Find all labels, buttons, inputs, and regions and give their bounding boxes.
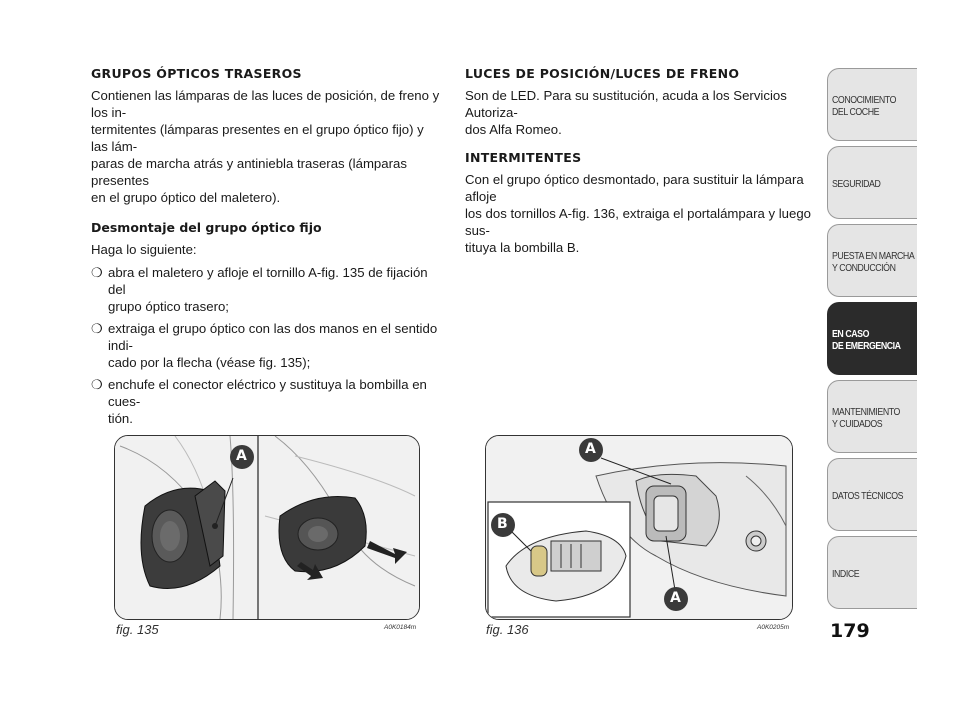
tab-label: INDICE: [832, 569, 860, 580]
list-item: [91, 264, 443, 315]
text-line: los dos tornillos A-fig. 136, extraiga el portalámpara y luego sus-: [465, 206, 811, 238]
list-item: [91, 376, 443, 427]
tab-label: SEGURIDAD: [832, 179, 881, 190]
tab-label: PUESTA EN MARCHA Y CONDUCCIÓN: [832, 251, 915, 274]
left-column: [91, 66, 443, 432]
text-line: en el grupo óptico del maletero).: [91, 190, 281, 205]
callout-a: A: [236, 448, 247, 464]
steps-list: [91, 264, 443, 427]
text-line: Contienen las lámparas de las luces de posición, de freno y los in-: [91, 88, 440, 120]
right-column: [465, 66, 813, 256]
list-item: [91, 320, 443, 371]
tab-en-caso-de-emergencia[interactable]: [827, 302, 917, 375]
text-line: abra el maletero y afloje el tornillo A-fig. 135 de fijación del: [108, 265, 428, 297]
tab-seguridad[interactable]: [827, 146, 917, 219]
lead-text: Haga lo siguiente:: [91, 242, 197, 257]
text-line: tituya la bombilla B.: [465, 240, 580, 255]
text-line: paras de marcha atrás y antiniebla traseras (lámparas presentes: [91, 156, 407, 188]
figure-136-caption: fig. 136: [486, 622, 529, 637]
section-heading-indicators: INTERMITENTES: [465, 150, 582, 165]
bullet-circle-icon: ❍: [91, 377, 103, 392]
chapter-tabs: [827, 68, 917, 614]
tab-puesta-en-marcha[interactable]: [827, 224, 917, 297]
bullet-circle-icon: ❍: [91, 265, 103, 280]
figure-135-caption: fig. 135: [116, 622, 159, 637]
tab-conocimiento-del-coche[interactable]: [827, 68, 917, 141]
rear-light-removal-illustration: [115, 436, 419, 619]
tab-label: MANTENIMIENTO Y CUIDADOS: [832, 407, 900, 430]
text-line: Son de LED. Para su sustitución, acuda a los Servicios Autoriza-: [465, 88, 787, 120]
page-number: 179: [830, 620, 870, 642]
text-line: termitentes (lámparas presentes en el grupo óptico fijo) y las lám-: [91, 122, 424, 154]
text-line: cado por la flecha (véase fig. 135);: [108, 355, 311, 370]
callout-b: B: [497, 516, 508, 532]
section-heading-rear-lights: GRUPOS ÓPTICOS TRASEROS: [91, 66, 302, 81]
tab-datos-tecnicos[interactable]: [827, 458, 917, 531]
paragraph-led: [465, 87, 813, 138]
paragraph-indicators: [465, 171, 813, 256]
text-line: dos Alfa Romeo.: [465, 122, 562, 137]
figure-135: [114, 435, 420, 620]
tab-mantenimiento[interactable]: [827, 380, 917, 453]
bullet-circle-icon: ❍: [91, 321, 103, 336]
intro-paragraph: [91, 87, 443, 206]
figure-136-code: A0K0205m: [757, 624, 790, 631]
figure-135-code: A0K0184m: [384, 624, 417, 631]
tab-indice[interactable]: [827, 536, 917, 609]
figure-136: [485, 435, 793, 620]
text-line: grupo óptico trasero;: [108, 299, 229, 314]
text-line: tión.: [108, 411, 133, 426]
tab-label: EN CASO DE EMERGENCIA: [832, 329, 901, 352]
section-heading-position-brake: LUCES DE POSICIÓN/LUCES DE FRENO: [465, 66, 740, 81]
text-line: extraiga el grupo óptico con las dos manos en el sentido indi-: [108, 321, 438, 353]
tab-label: DATOS TÉCNICOS: [832, 491, 904, 502]
callout-a-top: A: [585, 441, 596, 457]
indicator-bulb-illustration: [486, 436, 792, 619]
subheading-removal: Desmontaje del grupo óptico fijo: [91, 220, 322, 235]
text-line: Con el grupo óptico desmontado, para sustituir la lámpara afloje: [465, 172, 804, 204]
text-line: enchufe el conector eléctrico y sustituya la bombilla en cues-: [108, 377, 427, 409]
tab-label: CONOCIMIENTO DEL COCHE: [832, 95, 896, 118]
callout-a-bottom: A: [670, 590, 681, 606]
